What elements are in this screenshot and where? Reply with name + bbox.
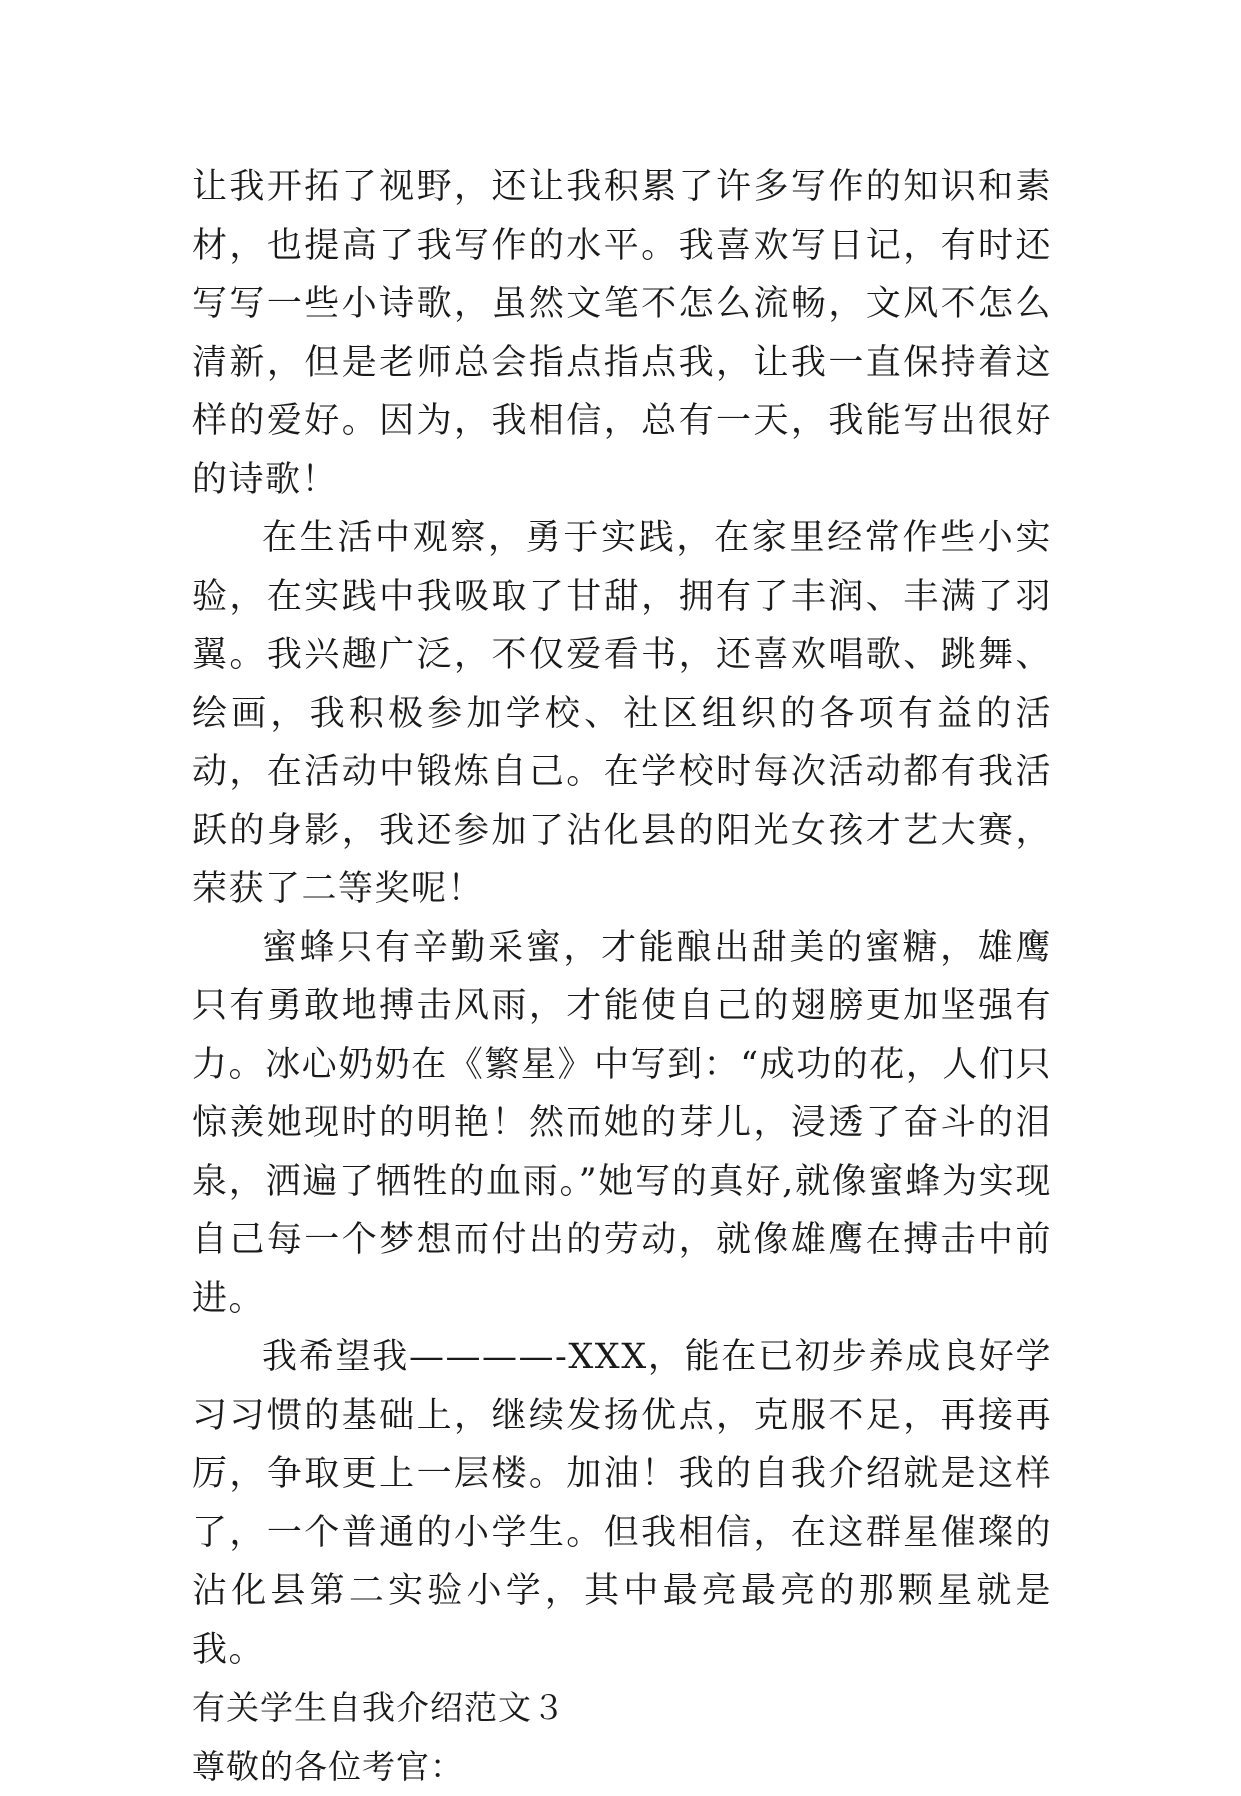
section-heading: 有关学生自我介绍范文３ bbox=[192, 1679, 1052, 1738]
paragraph-continuation: 让我开拓了视野，还让我积累了许多写作的知识和素材，也提高了我写作的水平。我喜欢写日记，有时还写写一些小诗歌，虽然文笔不怎么流畅，文风不怎么清新，但是老师总会指点指点我，让我一直保持着这样的爱好。因为，我相信，总有一天，我能写出很好的诗歌！ bbox=[192, 158, 1052, 509]
paragraph-hope: 我希望我————-XXX，能在已初步养成良好学习习惯的基础上，继续发扬优点，克服不足，再接再厉，争取更上一层楼。加油！我的自我介绍就是这样了，一个普通的小学生。但我相信，在这群星催璨的沾化县第二实验小学，其中最亮最亮的那颗星就是我。 bbox=[192, 1328, 1052, 1679]
document-body bbox=[192, 158, 1052, 1796]
paragraph-bee-eagle: 蜜蜂只有辛勤采蜜，才能酿出甜美的蜜糖，雄鹰只有勇敢地搏击风雨，才能使自己的翅膀更加坚强有力。冰心奶奶在《繁星》中写到：“成功的花，人们只惊羡她现时的明艳！然而她的芽儿，浸透了奋斗的泪泉，洒遍了牺牲的血雨。”她写的真好,就像蜜蜂为实现自己每一个梦想而付出的劳动，就像雄鹰在搏击中前进。 bbox=[192, 919, 1052, 1329]
salutation: 尊敬的各位考官： bbox=[192, 1738, 1052, 1796]
paragraph-practice: 在生活中观察，勇于实践，在家里经常作些小实验，在实践中我吸取了甘甜，拥有了丰润、丰满了羽翼。我兴趣广泛，不仅爱看书，还喜欢唱歌、跳舞、绘画，我积极参加学校、社区组织的各项有益的活动，在活动中锻炼自己。在学校时每次活动都有我活跃的身影，我还参加了沾化县的阳光女孩才艺大赛，荣获了二等奖呢！ bbox=[192, 509, 1052, 919]
